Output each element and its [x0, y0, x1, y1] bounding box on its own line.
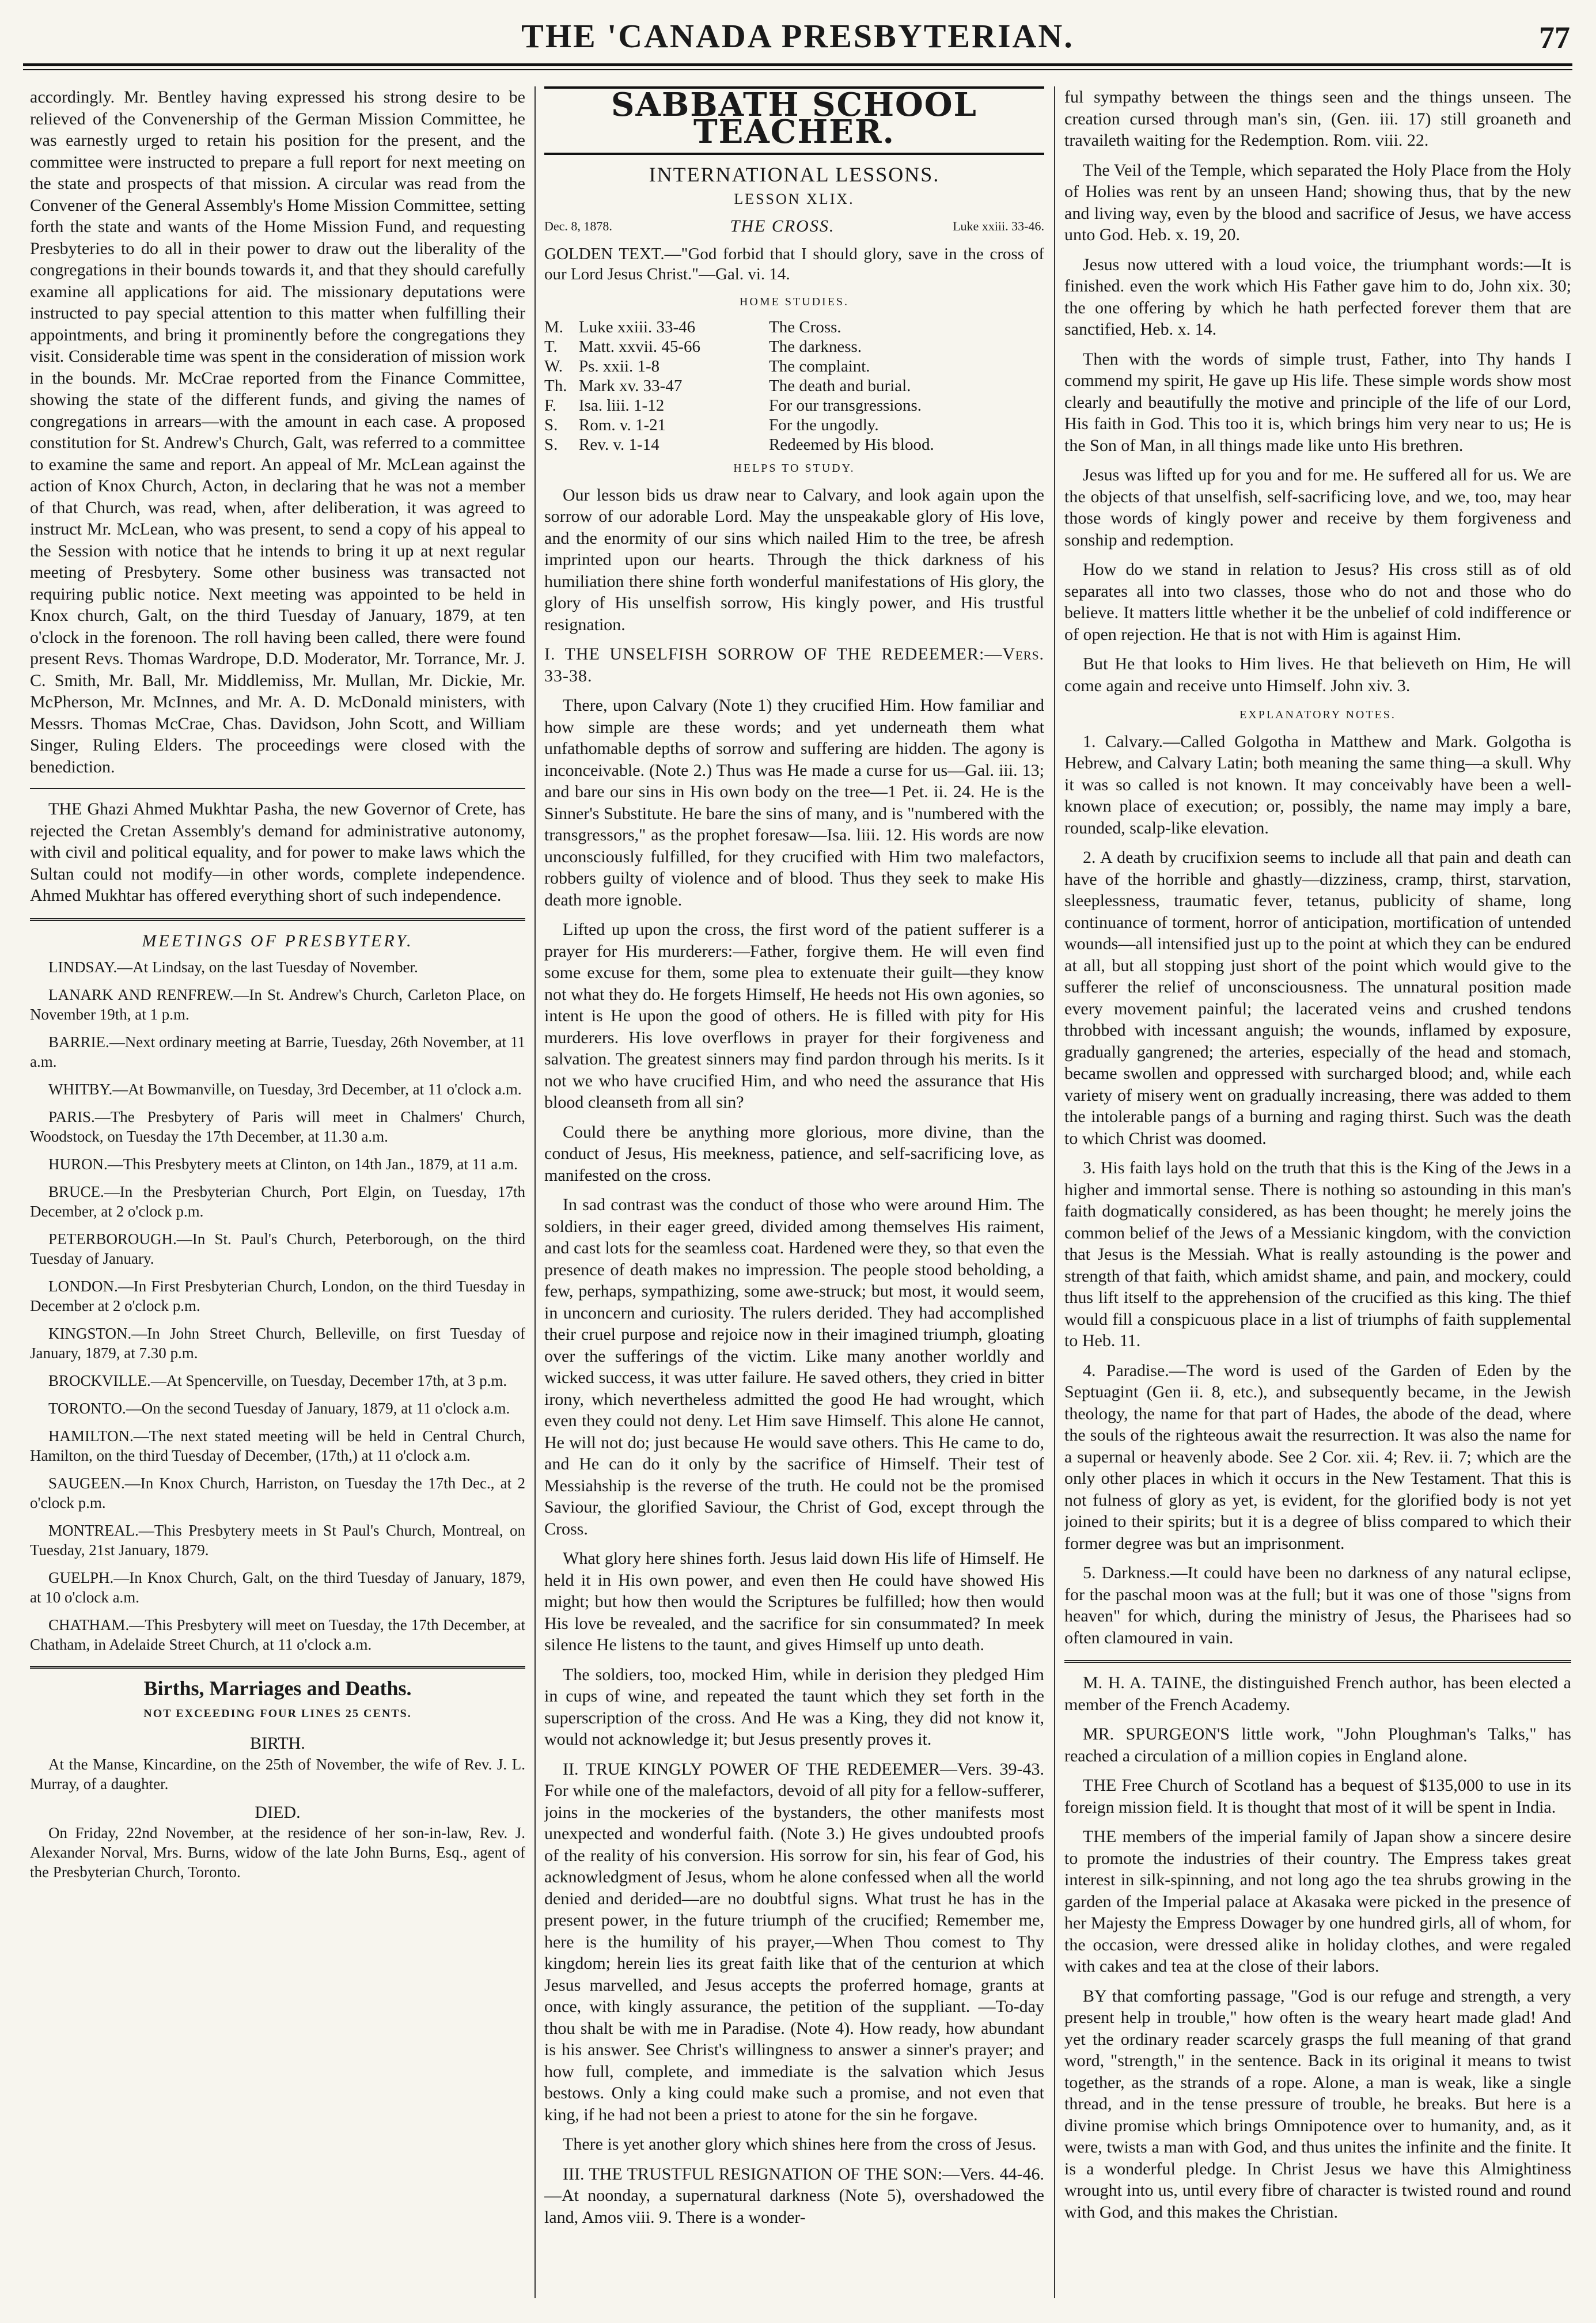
lesson-paragraph: The Veil of the Temple, which separated the Holy Place from the Holy of Holies was rent by an unseen Hand; showing thus, that by the new and living way, even by the blood and sacrifice of Jesus, we have access unto God. Heb. x. 19, 20. — [1064, 160, 1571, 244]
study-day: Th. — [544, 377, 567, 395]
study-title: For our transgressions. — [769, 396, 922, 415]
study-row — [544, 435, 1044, 454]
page-number: 77 — [1539, 20, 1570, 55]
note-item: 4. Paradise.—The word is used of the Garden of Eden by the Septuagint (Gen ii. 8, etc.), and subsequently became, in the Jewish theology, the name for that part of Hades, the abode of the dead, where the souls of the righteous await the resurrection. It was also the name for a supernal or heavenly abode. See 2 Cor. xii. 4; Rev. ii. 7; which are the only other places in which it occurs in the New Testament. That this is not fulness of glory as yet, is evident, for the glorified body is not yet joined to their spirits; but it is a degree of bliss compared to which their former degree was but an imprisonment. — [1064, 1361, 1571, 1553]
meeting-item: KINGSTON.—In John Street Church, Belleville, on first Tuesday of January, 1879, at 7.30 p.m. — [30, 1325, 525, 1362]
newspaper-title: THE 'CANADA PRESBYTERIAN. — [521, 17, 1074, 55]
column-left — [30, 86, 525, 2298]
masthead-rule — [23, 63, 1572, 66]
study-ref: Rom. v. 1-21 — [579, 416, 666, 434]
lesson-paragraph: Jesus now uttered with a loud voice, the triumphant words:—It is finished. even the work which His Father gave him to do, John xix. 30; the one offering by which he hath perfected forever them that are sanctified, Heb. x. 14. — [1064, 255, 1571, 339]
lesson-paragraph: II. TRUE KINGLY POWER OF THE REDEEMER—Vers. 39-43. For while one of the malefactors, devoid of all pity for a fellow-sufferer, joins in the mockeries of the bystanders, the other manifests most unexpected and wonderful faith. (Note 3.) He gives undoubted proofs of the reality of his conversion. His sorrow for sin, his fear of God, his acknowledgment of Jesus, whom he alone confessed when all the world denied and derided—are no doubtful signs. What trust he has in the present power, in the future triumph of the crucified; Remember me, here is the humility of his prayer,—When Thou comest to Thy kingdom; herein lies its great faith like that of the centurion at which Jesus marvelled, and Jesus accepts the proferred homage, grants at once, with kingly assurance, the petition of the suppliant. —To-day thou shalt be with me in Paradise. (Note 4). How ready, how abundant is his answer. See Christ's willingness to answer a sinner's prayer; and how full, complete, and immediate is the salvation which Jesus bestows. Only a king could make such a promise, and not even that king, if he had not been a priest to atone for the sin he forgave. — [544, 1759, 1044, 2124]
home-studies-heading: HOME STUDIES. — [739, 295, 850, 308]
news-item: M. H. A. TAINE, the distinguished French author, has been elected a member of the French Academy. — [1064, 1673, 1571, 1714]
news-item: THE Free Church of Scotland has a bequest of $135,000 to use in its foreign mission field. It is thought that most of it will be spent in India. — [1064, 1776, 1571, 1817]
study-row — [544, 396, 1044, 415]
explanatory-notes-heading: EXPLANATORY NOTES. — [1239, 708, 1396, 721]
home-studies-list — [544, 317, 1044, 454]
study-day: S. — [544, 435, 558, 454]
study-day: W. — [544, 357, 563, 376]
study-day: F. — [544, 396, 557, 415]
article-paragraph: accordingly. Mr. Bentley having expressed his strong desire to be relieved of the Convenership of the German Mission Committee, he was earnestly urged to retain his position for the present, and the committee were instructed to prepare a full report for next meeting on the state and prospects of that mission. A circular was read from the Convener of the General Assembly's Home Mission Committee, setting forth the state and wants of the Home Mission Fund, and requesting Presbyteries to do all in their power to draw out the liberality of the congregations in their bounds towards it, and that they should carefully examine all applications for aid. The missionary deputations were instructed to pay special attention to this matter when fulfilling their appointments, and bring it prominently before the congregations they visit. Considerable time was spent in the consideration of mission work in the bounds. Mr. McCrae reported from the Finance Committee, showing the state of the different funds, and giving the names of congregations in arrears—with the amount in each case. A proposed constitution for St. Andrew's Church, Galt, was referred to a committee to examine the same and report. An appeal of Mr. McLean against the action of Knox Church, Acton, in declaring that he was not a member of that Church, was read, when, after deliberation, it was agreed to instruct Mr. McLean, who was present, to send a copy of his appeal to the Session with notice that he intends to bring it up at next regular meeting of Presbytery. Some other business was transacted not requiring public notice. Next meeting was appointed to be held in Knox church, Galt, on the third Tuesday of January, 1879, at ten o'clock in the forenoon. The roll having been called, there were found present Revs. Thomas Wardrope, D.D. Moderator, Mr. Torrance, Mr. J. C. Smith, Mr. Ball, Mr. Middlemiss, Mr. Mullan, Mr. Dickie, Mr. McPherson, Mr. McInnes, and Mr. A. D. McDonald ministers, with Messrs. Thomas McCrae, Chas. Davidson, John Scott, and William Singer, Ruling Elders. The proceedings were closed with the benediction. — [30, 88, 525, 776]
meeting-item: WHITBY.—At Bowmanville, on Tuesday, 3rd December, at 11 o'clock a.m. — [48, 1081, 522, 1098]
lesson-paragraph: Jesus was lifted up for you and for me. He suffered all for us. We are the objects of that unselfish, self-sacrificing love, and we, too, may hear those words of kingly power and receive by them forgiveness and sonship and redemption. — [1064, 465, 1571, 550]
study-ref: Isa. liii. 1-12 — [579, 396, 665, 415]
lesson-paragraph: How do we stand in relation to Jesus? His cross still as of old separates all into two classes, those who do not and those who do believe. It matters little whether it be the unbelief of cold indifference or of open rejection. He that is not with Him is against Him. — [1064, 560, 1571, 644]
study-row — [544, 376, 1044, 396]
study-ref: Matt. xxvii. 45-66 — [579, 338, 701, 356]
double-divider — [30, 918, 525, 921]
lesson-paragraph: There, upon Calvary (Note 1) they crucified Him. How familiar and how simple are these words; and yet underneath them what unfathomable depths of sorrow and suffering are hidden. The agony is inconceivable. (Note 2.) Thus was He made a curse for us—Gal. iii. 13; and bare our sins in His own body on the tree—1 Pet. ii. 24. He is the Sinner's Substitute. He bare the sins of many, and is "numbered with the transgressors," as the prophet foresaw—Isa. liii. 12. His words are now unconsciously fulfilled, for they crucified with Him two malefactors, robbers guilty of violence and of blood. Thus they seek to make His death more ignoble. — [544, 696, 1044, 910]
lesson-title: THE CROSS. — [730, 217, 835, 236]
news-item: THE members of the imperial family of Japan show a sincere desire to promote the industries of their country. The Empress takes great interest in silk-spinning, and not long ago the tea shrubs growing in the garden of the Imperial palace at Akasaka were picked in the presence of her Majesty the Empress Dowager by one hundred girls, all of whom, for the occasion, were dressed alike in holiday clothes, and were regaled with cakes and tea at the close of their labors. — [1064, 1827, 1571, 1976]
died-label: DIED. — [255, 1802, 301, 1822]
study-title: Redeemed by His blood. — [769, 435, 934, 454]
meeting-item: LANARK AND RENFREW.—In St. Andrew's Church, Carleton Place, on November 19th, at 1 p.m. — [30, 986, 525, 1023]
study-row — [544, 357, 1044, 376]
lesson-date: Dec. 8, 1878. — [544, 219, 612, 233]
meeting-item: LONDON.—In First Presbyterian Church, London, on the third Tuesday in December at 2 o'clock p.m. — [30, 1278, 525, 1314]
lesson-paragraph: Our lesson bids us draw near to Calvary, and look again upon the sorrow of our adorable Lord. May the unspeakable glory of His love, and the enormity of our sins which nailed Him to the tree, be afresh imprinted upon our hearts. Through the thick darkness of his humiliation there shine forth wonderful manifestations of His glory, the glory of His unselfish sorrow, His kingly power, and His trustful resignation. — [544, 485, 1044, 634]
study-ref: Mark xv. 33-47 — [579, 377, 683, 395]
births-subheading: NOT EXCEEDING FOUR LINES 25 CENTS. — [143, 1707, 412, 1720]
study-title: For the ungodly. — [769, 416, 879, 434]
meeting-item: HAMILTON.—The next stated meeting will be held in Central Church, Hamilton, on the third Tuesday of December, (17th,) at 11 o'clock a.m. — [30, 1427, 525, 1464]
lesson-paragraph: ful sympathy between the things seen and the things unseen. The creation cursed through man's sin, (Gen. iii. 17) still groaneth and travaileth waiting for the Redemption. Rom. viii. 22. — [1064, 88, 1571, 150]
birth-label: BIRTH. — [250, 1734, 305, 1753]
meeting-item: HURON.—This Presbytery meets at Clinton, on 14th Jan., 1879, at 11 a.m. — [48, 1155, 518, 1173]
lesson-section-heading: I. THE UNSELFISH SORROW OF THE REDEEMER:—Vers. 33-38. — [544, 645, 1044, 685]
lesson-number: LESSON XLIX. — [734, 190, 855, 207]
lesson-paragraph: Then with the words of simple trust, Father, into Thy hands I commend my spirit, He gave up His life. These simple words show most clearly and beautifully the motive and principle of the life of our Lord, His faith in God. This too it is, which brings him very near to us; He is the Son of Man, in all things made like unto His brethren. — [1064, 349, 1571, 455]
meeting-item: BROCKVILLE.—At Spencerville, on Tuesday, December 17th, at 3 p.m. — [48, 1372, 507, 1389]
meeting-item: GUELPH.—In Knox Church, Galt, on the third Tuesday of January, 1879, at 10 o'clock a.m. — [30, 1569, 525, 1606]
study-day: S. — [544, 416, 558, 434]
study-title: The Cross. — [769, 318, 841, 336]
lesson-paragraph: Lifted up upon the cross, the first word of the patient sufferer is a prayer for His murderers:—Father, forgive them. He will even find some excuse for them, some plea to extenuate their guilt—they know not what they do. He forgets Himself, He heeds not His own agonies, so intent is He upon the good of others. He is filled with pity for His murderers. His love overflows in prayer for their forgiveness and salvation. The greatest sinners may find pardon through his merits. Is it not we who have crucified Him, and who need the assurance that His blood cleanseth from all sin? — [544, 920, 1044, 1112]
golden-text: GOLDEN TEXT.—"God forbid that I should glory, save in the cross of our Lord Jesus Christ."—Gal. vi. 14. — [544, 244, 1044, 283]
meeting-item: TORONTO.—On the second Tuesday of January, 1879, at 11 o'clock a.m. — [48, 1400, 510, 1417]
study-day: M. — [544, 318, 564, 336]
meeting-item: BARRIE.—Next ordinary meeting at Barrie, Tuesday, 26th November, at 11 a.m. — [30, 1033, 525, 1070]
births-heading: Births, Marriages and Deaths. — [143, 1677, 412, 1700]
lesson-reference: Luke xxiii. 33-46. — [953, 219, 1044, 233]
birth-notice: At the Manse, Kincardine, on the 25th of November, the wife of Rev. J. L. Murray, of a daughter. — [30, 1755, 525, 1793]
column-middle — [544, 86, 1044, 2298]
study-title: The death and burial. — [769, 377, 911, 395]
study-row — [544, 415, 1044, 435]
news-item: BY that comforting passage, "God is our refuge and strength, a very present help in trouble," how often is the weary heart made glad! And yet the ordinary reader scarcely grasps the full meaning of that grand word, "strength," in the sentence. Back in its original it means to twist together, as the strands of a rope. Alone, a man is weak, like a single thread, and in the tense pressure of trouble, he breaks. But here is a divine promise which brings Omnipotence over to humanity, and, as it were, twists a man with God, and thus unites the infinite and the finite. It is a wonderful pledge. In Christ Jesus we have this Almightiness wrought into us, until every fibre of character is twisted round and round with God, and this makes the Christian. — [1064, 1986, 1571, 2222]
study-ref: Luke xxiii. 33-46 — [579, 318, 696, 336]
study-title: The complaint. — [769, 357, 870, 376]
meetings-heading: MEETINGS OF PRESBYTERY. — [142, 931, 414, 950]
double-divider — [30, 1666, 525, 1669]
lesson-paragraph: There is yet another glory which shines here from the cross of Jesus. — [563, 2135, 1037, 2154]
column-divider — [534, 86, 536, 2298]
note-item: 1. Calvary.—Called Golgotha in Matthew and Mark. Golgotha is Hebrew, and Calvary Latin; both meaning the same thing—a skull. Why it was so called is not known. It may conceivably have been a well-known place of execution; or, possibly, the name may imply a bare, rounded, scalp-like elevation. — [1064, 732, 1571, 838]
meeting-item: PETERBOROUGH.—In St. Paul's Church, Peterborough, on the third Tuesday of January. — [30, 1230, 525, 1267]
international-lessons-heading: INTERNATIONAL LESSONS. — [649, 163, 940, 186]
study-row — [544, 317, 1044, 337]
meeting-item: PARIS.—The Presbytery of Paris will meet in Chalmers' Church, Woodstock, on Tuesday the 17th December, at 11.30 a.m. — [30, 1108, 525, 1145]
column-divider — [1054, 86, 1055, 2298]
meeting-item: LINDSAY.—At Lindsay, on the last Tuesday of November. — [48, 958, 418, 976]
lesson-paragraph: The soldiers, too, mocked Him, while in derision they pledged Him in cups of wine, and repeated the taunt which they set forth in the superscription of the cross. And He was a King, they did not know it, would not acknowledge it; but Jesus presently proves it. — [544, 1665, 1044, 1749]
meeting-item: CHATHAM.—This Presbytery will meet on Tuesday, the 17th December, at Chatham, in Adelaide Street Church, at 11 o'clock a.m. — [30, 1616, 525, 1653]
lesson-paragraph: Could there be anything more glorious, more divine, than the conduct of Jesus, His meekness, patience, and self-sacrificing love, as manifested on the cross. — [544, 1122, 1044, 1185]
note-item: 3. His faith lays hold on the truth that this is the King of the Jews in a higher and immortal sense. There is nothing so astounding in this man's faith dogmatically considered, as has been thought; he merely joins the common belief of the Jews of a Messianic kingdom, with the conviction that Jesus is the Messiah. What is really astounding is the power and strength of that faith, which amidst shame, and pain, and mockery, could thus lift itself to the apprehension of the crucified as this king. The thief would fill a conspicuous place in a list of triumphs of faith supplemental to Heb. 11. — [1064, 1158, 1571, 1350]
death-notice: On Friday, 22nd November, at the residence of her son-in-law, Rev. J. Alexander Norval, Mrs. Burns, widow of the late John Burns, Esq., agent of the Presbyterian Church, Toronto. — [30, 1824, 525, 1881]
helps-to-study-heading: HELPS TO STUDY. — [733, 462, 855, 475]
sabbath-school-banner — [544, 86, 1044, 155]
study-row — [544, 337, 1044, 357]
lesson-header-line — [544, 215, 1044, 237]
article-paragraph: THE Ghazi Ahmed Mukhtar Pasha, the new Governor of Crete, has rejected the Cretan Assembly's demand for administrative autonomy, with civil and political equality, and for power to make laws which the Sultan could not modify—in other words, complete independence. Ahmed Mukhtar has offered everything short of such independence. — [30, 799, 525, 905]
lesson-paragraph: But He that looks to Him lives. He that believeth on Him, He will come again and receive unto Himself. John xiv. 3. — [1064, 654, 1571, 695]
masthead — [23, 15, 1572, 55]
sabbath-school-title: SABBATH SCHOOL TEACHER. — [611, 86, 977, 151]
lesson-paragraph: What glory here shines forth. Jesus laid down His life of Himself. He held it in His own power, and even then He could have showed His might; but how then would the Scriptures be fulfilled; how then would His love be revealed, and the sacrifice for sin consummated? In meek silence He listens to the taunt, and gives Himself up unto death. — [544, 1549, 1044, 1654]
study-ref: Rev. v. 1-14 — [579, 435, 659, 454]
meeting-item: BRUCE.—In the Presbyterian Church, Port Elgin, on Tuesday, 17th December, at 2 o'clock p.m. — [30, 1183, 525, 1220]
lesson-paragraph: In sad contrast was the conduct of those who were around Him. The soldiers, in their eager greed, divided among themselves His raiment, and cast lots for the seamless coat. Hardened were they, so that even the presence of death makes no impression. The people stood beholding, a few, perhaps, sympathizing, some awe-struck; but most, it would seem, in unconcern and curiosity. The rulers derided. They had accomplished their cruel purpose and rejoice now in their imagined triumph, gloating over the sufferings of the victim. Like many another worldly and wicked success, it was utter failure. He saved others, they cried in bitter irony, which nevertheless admitted the good He had wrought, which even they could not deny. Let Him save Himself. This alone He cannot, He will not do; just because He would save others. This He came to do, and He can do it only by the sacrifice of Himself. Their test of Messiahship is the reverse of the truth. He could not be the promised Saviour, the glorified Saviour, the Christ of God, except through the Cross. — [544, 1195, 1044, 1538]
masthead-rule-thin — [23, 69, 1572, 70]
meetings-list — [30, 957, 525, 1654]
meeting-item: SAUGEEN.—In Knox Church, Harriston, on Tuesday the 17th Dec., at 2 o'clock p.m. — [30, 1475, 525, 1511]
lesson-paragraph: III. THE TRUSTFUL RESIGNATION OF THE SON:—Vers. 44-46.—At noonday, a supernatural darkness (Note 5), overshadowed the land, Amos viii. 9. There is a wonder- — [544, 2164, 1044, 2227]
double-divider — [1064, 1660, 1571, 1663]
divider — [30, 788, 525, 789]
study-day: T. — [544, 338, 558, 356]
note-item: 2. A death by crucifixion seems to include all that pain and death can have of the horrible and ghastly—dizziness, cramp, thirst, starvation, sleeplessness, traumatic fever, tetanus, publicity of shame, long continuance of torment, horror of anticipation, mortification of untended wounds—all intensified just up to the point at which they can be endured at all, but all stopping just short of the point which would give to the sufferer the relief of unconsciousness. The unnatural position made every movement painful; the lacerated veins and crushed tendons throbbed with incessant anguish; the wounds, inflamed by exposure, gradually gangrened; the arteries, especially of the head and stomach, became swollen and oppressed with surcharged blood; and, while each variety of misery went on gradually increasing, there was added to them the intolerable pangs of a burning and raging thirst. Such was the death to which Christ was doomed. — [1064, 848, 1571, 1148]
column-right — [1064, 86, 1571, 2298]
study-ref: Ps. xxii. 1-8 — [579, 357, 660, 376]
news-item: MR. SPURGEON'S little work, "John Ploughman's Talks," has reached a circulation of a million copies in England alone. — [1064, 1725, 1571, 1765]
study-title: The darkness. — [769, 338, 862, 356]
note-item: 5. Darkness.—It could have been no darkness of any natural eclipse, for the paschal moon was at the full; but it was one of those "signs from heaven" for which, during the ministry of Jesus, the Pharisees had so often clamoured in vain. — [1064, 1563, 1571, 1647]
meeting-item: MONTREAL.—This Presbytery meets in St Paul's Church, Montreal, on Tuesday, 21st January, 1879. — [30, 1522, 525, 1559]
